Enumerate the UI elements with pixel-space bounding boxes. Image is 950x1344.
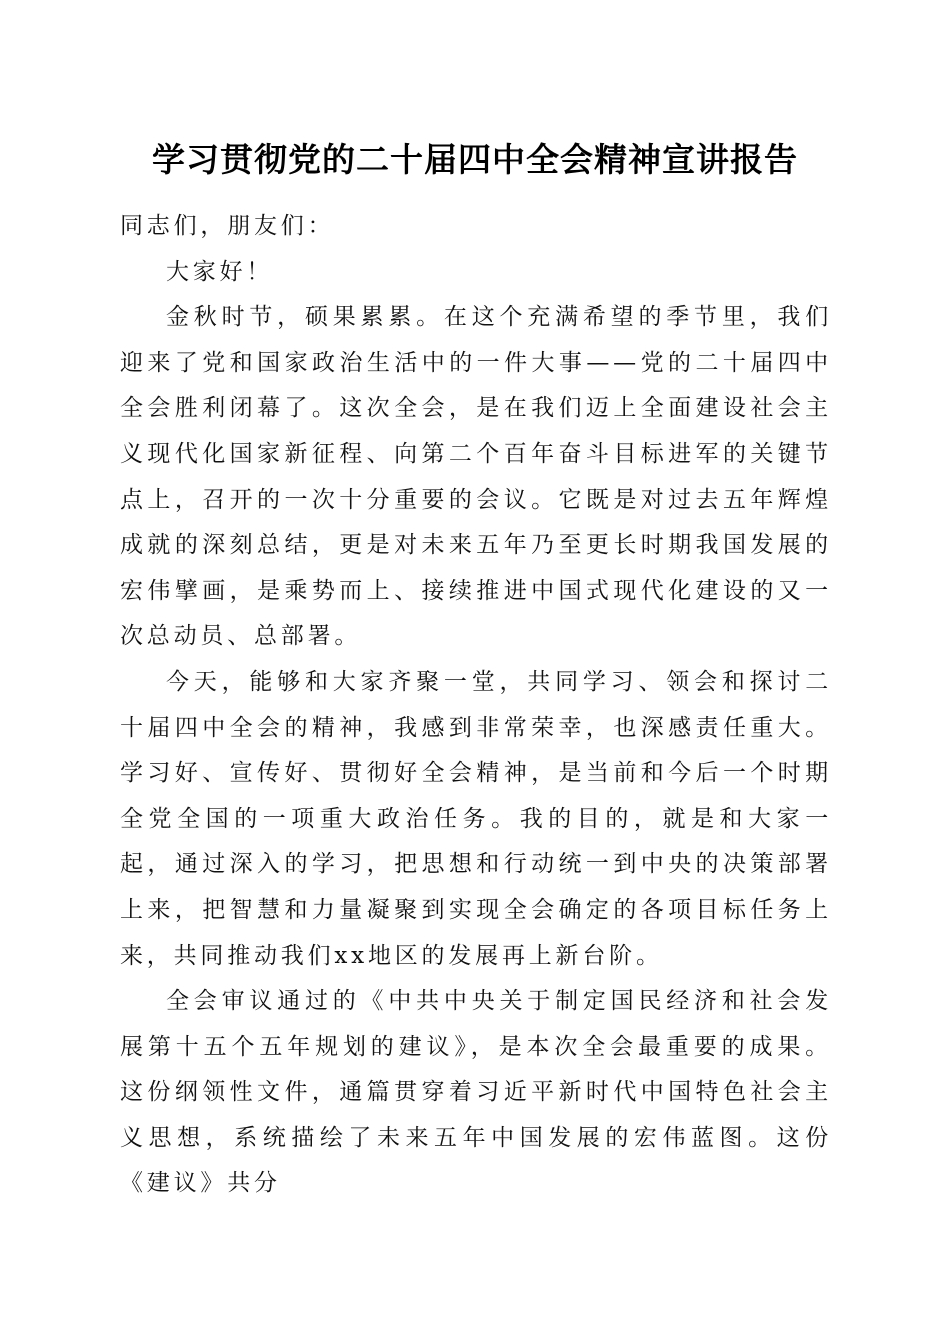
- document-title: 学习贯彻党的二十届四中全会精神宣讲报告: [152, 140, 798, 179]
- paragraph-3: 全会审议通过的《中共中央关于制定国民经济和社会发展第十五个五年规划的建议》，是本次全会最重要的成果。这份纲领性文件，通篇贯穿着习近平新时代中国特色社会主义思想，系统描绘了未来五年中国发展的宏伟蓝图。这份《建议》共分: [120, 988, 832, 1197]
- paragraph-2: 今天，能够和大家齐聚一堂，共同学习、领会和探讨二十届四中全会的精神，我感到非常荣幸，也深感责任重大。学习好、宣传好、贯彻好全会精神，是当前和今后一个时期全党全国的一项重大政治任务。我的目的，就是和大家一起，通过深入的学习，把思想和行动统一到中央的决策部署上来，把智慧和力量凝聚到实现全会确定的各项目标任务上来，共同推动我们xx地区的发展再上新台阶。: [120, 668, 832, 969]
- paragraph-1: 金秋时节，硕果累累。在这个充满希望的季节里，我们迎来了党和国家政治生活中的一件大事——党的二十届四中全会胜利闭幕了。这次全会，是在我们迈上全面建设社会主义现代化国家新征程、向第二个百年奋斗目标进军的关键节点上，召开的一次十分重要的会议。它既是对过去五年辉煌成就的深刻总结，更是对未来五年乃至更长时期我国发展的宏伟擘画，是乘势而上、接续推进中国式现代化建设的又一次总动员、总部署。: [120, 304, 832, 650]
- document-body: [120, 204, 832, 1207]
- salutation: 同志们，朋友们：: [120, 213, 335, 239]
- greeting: 大家好！: [166, 258, 274, 285]
